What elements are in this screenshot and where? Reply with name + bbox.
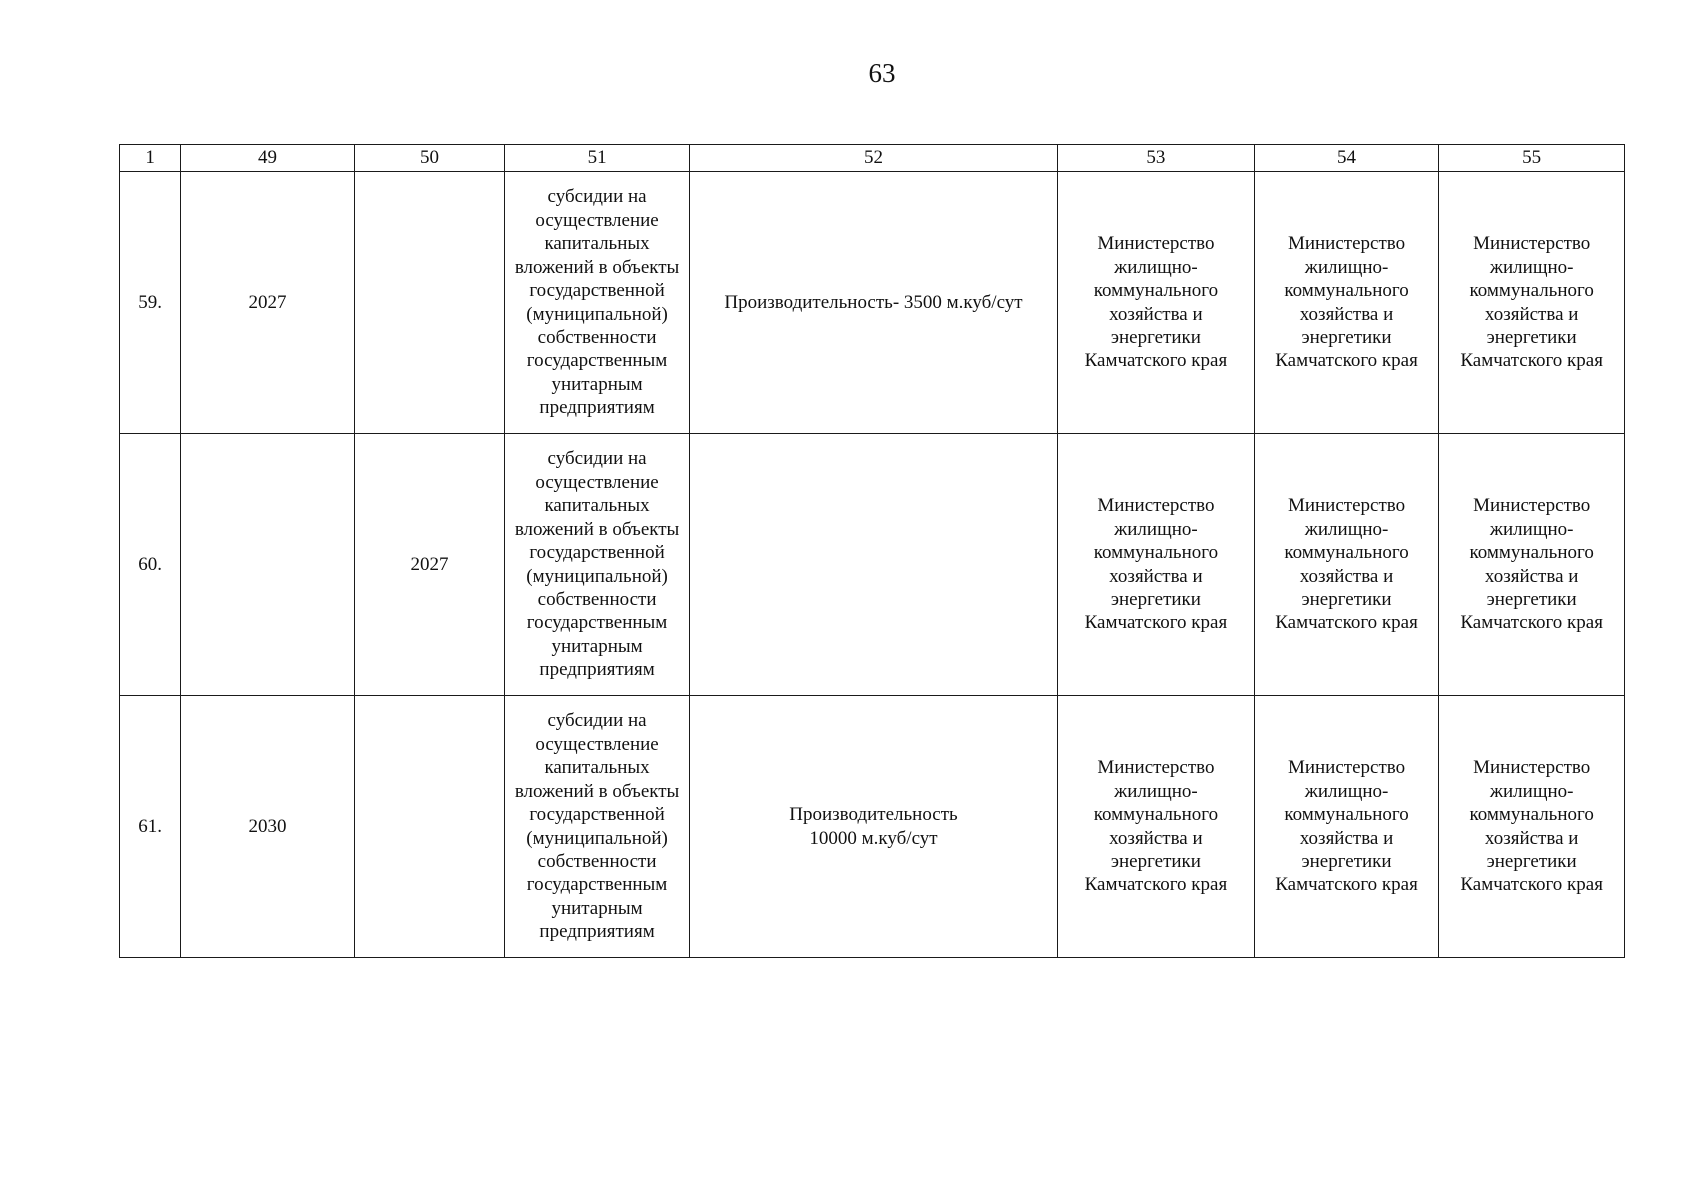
table-row [120,172,1625,434]
column-header: 53 [1058,145,1255,172]
funding-type-cell: субсидии на осуществление капитальных вложений в объекты государственной (муниципальной) собственности государственным унитарным предприятиям [505,696,690,958]
ministry-cell-53: Министерство жилищно- коммунального хозяйства и энергетики Камчатского края [1058,434,1255,696]
ministry-cell-54: Министерство жилищно- коммунального хозяйства и энергетики Камчатского края [1254,172,1439,434]
year-cell-49: 2027 [181,172,355,434]
table-row [120,696,1625,958]
row-number-cell: 60. [120,434,181,696]
data-table [119,144,1625,958]
ministry-cell-55: Министерство жилищно- коммунального хозяйства и энергетики Камчатского края [1439,434,1625,696]
year-cell-49: 2030 [181,696,355,958]
table-header-row [120,145,1625,172]
page-number: 63 [868,58,896,88]
ministry-cell-53: Министерство жилищно- коммунального хозяйства и энергетики Камчатского края [1058,696,1255,958]
column-header: 49 [181,145,355,172]
ministry-cell-55: Министерство жилищно- коммунального хозяйства и энергетики Камчатского края [1439,696,1625,958]
ministry-cell-54: Министерство жилищно- коммунального хозяйства и энергетики Камчатского края [1254,696,1439,958]
capacity-cell: Производительность- 3500 м.куб/сут [689,172,1057,434]
column-header: 1 [120,145,181,172]
column-header: 51 [505,145,690,172]
column-header: 54 [1254,145,1439,172]
year-cell-50: 2027 [354,434,505,696]
table-row [120,434,1625,696]
year-cell-49 [181,434,355,696]
capacity-cell: Производительность 10000 м.куб/сут [689,696,1057,958]
ministry-cell-53: Министерство жилищно- коммунального хозяйства и энергетики Камчатского края [1058,172,1255,434]
row-number-cell: 61. [120,696,181,958]
ministry-cell-55: Министерство жилищно- коммунального хозяйства и энергетики Камчатского края [1439,172,1625,434]
column-header: 50 [354,145,505,172]
funding-type-cell: субсидии на осуществление капитальных вложений в объекты государственной (муниципальной) собственности государственным унитарным предприятиям [505,172,690,434]
capacity-cell [689,434,1057,696]
funding-type-cell: субсидии на осуществление капитальных вложений в объекты государственной (муниципальной) собственности государственным унитарным предприятиям [505,434,690,696]
column-header: 52 [689,145,1057,172]
row-number-cell: 59. [120,172,181,434]
ministry-cell-54: Министерство жилищно- коммунального хозяйства и энергетики Камчатского края [1254,434,1439,696]
year-cell-50 [354,172,505,434]
year-cell-50 [354,696,505,958]
column-header: 55 [1439,145,1625,172]
